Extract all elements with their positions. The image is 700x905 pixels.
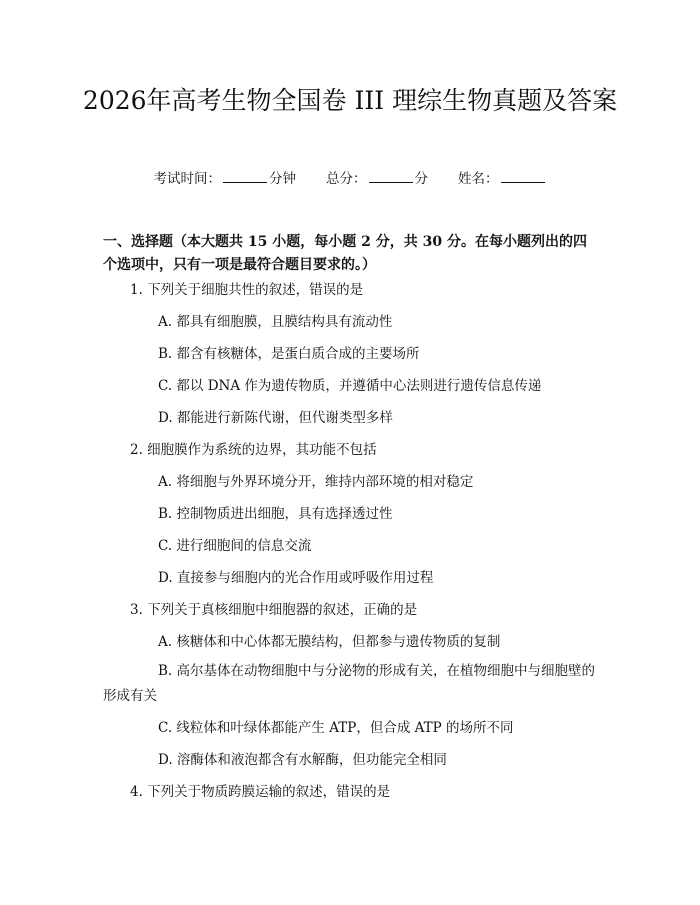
time-label: 考试时间：: [153, 171, 221, 187]
name-label: 姓名：: [458, 171, 499, 187]
score-blank: [369, 170, 413, 183]
question-2-option-a: A. 将细胞与外界环境分开，维持内部环境的相对稳定: [158, 474, 474, 490]
question-3-option-b: B. 高尔基体在动物细胞中与分泌物的形成有关，在植物细胞中与细胞壁的形成有关: [103, 663, 596, 704]
page-title: 2026年高考生物全国卷 III 理综生物真题及答案: [82, 86, 618, 115]
score-label: 总分：: [326, 171, 367, 187]
time-unit: 分钟: [269, 171, 296, 187]
question-3-stem: 3. 下列关于真核细胞中细胞器的叙述，正确的是: [130, 602, 418, 618]
question-3-option-d: D. 溶酶体和液泡都含有水解酶，但功能完全相同: [158, 752, 447, 768]
question-2-option-d: D. 直接参与细胞内的光合作用或呼吸作用过程: [158, 570, 434, 586]
question-3-option-c: C. 线粒体和叶绿体都能产生 ATP，但合成 ATP 的场所不同: [158, 720, 514, 736]
question-1-option-b: B. 都含有核糖体，是蛋白质合成的主要场所: [158, 346, 420, 362]
question-3-option-a: A. 核糖体和中心体都无膜结构，但都参与遗传物质的复制: [158, 634, 501, 650]
section-heading: 一、选择题（本大题共 15 小题，每小题 2 分，共 30 分。在每小题列出的四个选项中，只有一项是最符合题目要求的。）: [103, 234, 587, 273]
question-1-option-c: C. 都以 DNA 作为遗传物质，并遵循中心法则进行遗传信息传递: [158, 378, 542, 394]
time-blank: [223, 170, 267, 183]
question-1-option-a: A. 都具有细胞膜，且膜结构具有流动性: [158, 314, 393, 330]
question-2-option-b: B. 控制物质进出细胞，具有选择透过性: [158, 506, 393, 522]
score-unit: 分: [414, 171, 428, 187]
exam-info-line: [0, 170, 700, 188]
question-4-stem: 4. 下列关于物质跨膜运输的叙述，错误的是: [130, 784, 391, 800]
question-1-stem: 1. 下列关于细胞共性的叙述，错误的是: [130, 282, 364, 298]
question-2-stem: 2. 细胞膜作为系统的边界，其功能不包括: [130, 442, 377, 458]
name-blank: [501, 170, 545, 183]
question-2-option-c: C. 进行细胞间的信息交流: [158, 538, 312, 554]
question-1-option-d: D. 都能进行新陈代谢，但代谢类型多样: [158, 410, 393, 426]
